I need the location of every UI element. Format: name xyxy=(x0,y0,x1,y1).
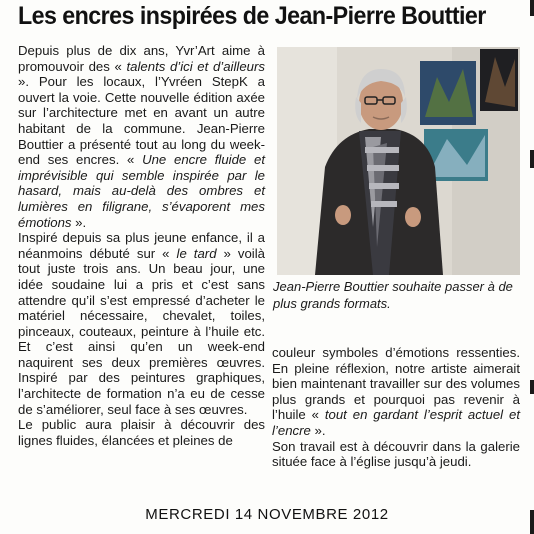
paragraph-intro: Depuis plus de dix ans, Yvr’Art aime à promouvoir des « talents d’ici et d’ailleurs ». Pour les locaux, l’Yvréen StepK a ouvert la voie. Cette nouvelle édition axée sur l’architecture met en avant un autre habitant de la commune. Jean-Pierre Bouttier a présenté tout au long du week-end ses encres. « Une encre fluide et imprévisible qui semble inspirée par le hasard, mais au-delà des ombres et lumières en filigrane, s’évaporent mes émotions ». xyxy=(18,43,266,230)
photo-illustration xyxy=(277,47,520,275)
page-edge-mark xyxy=(530,510,534,534)
photo-caption: Jean-Pierre Bouttier souhaite passer à de plus grands formats. xyxy=(273,279,513,311)
article-headline: Les encres inspirées de Jean-Pierre Bouttier xyxy=(18,2,486,30)
paragraph-beginnings: Inspiré depuis sa plus jeune enfance, il a néanmoins débuté sur « le tard » voilà tout juste trois ans. Un beau jour, une idée soudaine lui a pris et c’est sans attendre qu’il s’est empressé d’acheter le matériel nécessaire, chevalet, toiles, pinceaux, couteaux, peinture à l’huile etc. Et c’est ainsi qu’en un week-end naquirent ses deux premières œuvres. Inspiré par des peintures graphiques, l’architecte de formation n’a eu de cesse de s’améliorer, seul face à ses œuvres. xyxy=(18,230,265,417)
page-edge-mark xyxy=(530,380,534,394)
publication-date: MERCREDI 14 NOVEMBRE 2012 xyxy=(145,506,389,523)
paragraph-public-end: couleur symboles d’émotions ressenties. En pleine réflexion, notre artiste aimerait bien maintenant travailler sur des volumes plus grands et pourquoi pas revenir à l’huile « tout en gardant l’esprit actuel et l’encre ». xyxy=(272,345,520,438)
paragraph-public-start: Le public aura plaisir à découvrir des lignes fluides, élancées et pleines de xyxy=(18,417,265,448)
page-edge-mark xyxy=(530,150,534,168)
article-column-left xyxy=(18,43,265,448)
artist-portrait-photo xyxy=(277,47,520,275)
article-column-right xyxy=(272,345,520,470)
page-edge-mark xyxy=(530,0,534,16)
paragraph-exhibition: Son travail est à découvrir dans la galerie située face à l’église jusqu’à jeudi. xyxy=(272,438,520,470)
